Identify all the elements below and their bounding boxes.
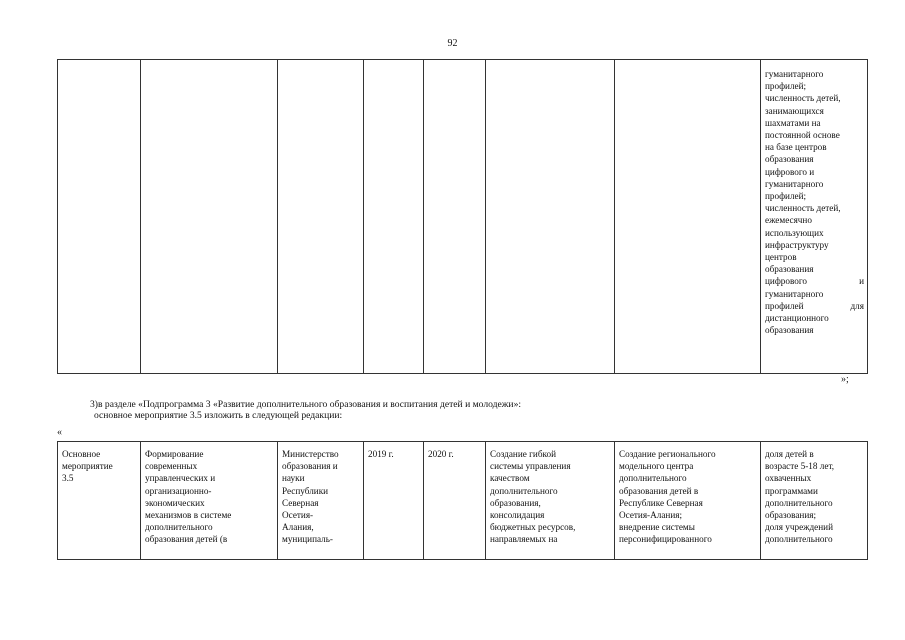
cell-line: управленческих и — [145, 473, 216, 484]
cell-line: профилей; — [765, 81, 807, 92]
cell-line: дополнительного — [619, 473, 687, 484]
cell-line: модельного центра — [619, 461, 694, 472]
cell-line: Создание регионального — [619, 449, 716, 459]
table-cell — [141, 60, 278, 374]
cell-line: внедрение системы — [619, 522, 695, 533]
cell-line: организационно- — [145, 485, 212, 496]
cell-line: гуманитарного — [765, 288, 824, 299]
cell-line: занимающихся — [765, 105, 824, 116]
table-cell — [364, 60, 424, 374]
cell-line: Осетия-Алания; — [619, 510, 683, 521]
cell-line: Формирование — [145, 449, 204, 459]
table-cell — [364, 442, 424, 560]
cell-word: профилей — [765, 300, 804, 311]
cell-line: Северная — [282, 497, 319, 508]
open-quote: « — [57, 427, 62, 438]
cell-line: постоянной основе — [765, 130, 840, 141]
cell-line: 3.5 — [62, 473, 74, 484]
table-cell — [58, 60, 141, 374]
cell-line: ежемесячно — [765, 215, 812, 226]
table-cell — [278, 60, 364, 374]
cell-line: науки — [282, 473, 305, 484]
cell-line: образования и — [282, 461, 338, 472]
table-cell — [424, 442, 486, 560]
cell-line: образования — [765, 264, 814, 275]
cell-line: численность детей, — [765, 93, 841, 104]
table-cell — [58, 442, 141, 560]
cell-line: использующих — [765, 227, 824, 238]
cell-line — [765, 275, 864, 287]
cell-line: дополнительного — [765, 497, 833, 508]
page-number: 92 — [447, 38, 458, 49]
cell-line: Министерство — [282, 449, 339, 459]
cell-line: охваченных — [765, 473, 812, 484]
close-quote: »; — [841, 374, 849, 385]
cell-line: механизмов в системе — [145, 510, 232, 521]
cell-line: Республики — [282, 485, 329, 496]
table-continuation — [57, 59, 868, 374]
cell-line: современных — [145, 461, 198, 472]
cell-line: системы управления — [490, 461, 571, 472]
cell-line: гуманитарного — [765, 69, 824, 79]
cell-line: Основное — [62, 449, 101, 459]
table-cell — [141, 442, 278, 560]
cell-line — [765, 300, 864, 312]
cell-line: персонифицированного — [619, 534, 712, 545]
table-main-activity — [57, 441, 868, 560]
table-cell — [761, 442, 868, 560]
cell-line: образования детей (в — [145, 534, 228, 545]
cell-line: программами — [765, 485, 818, 496]
table-cell — [615, 442, 761, 560]
cell-line: дополнительного — [490, 485, 558, 496]
cell-line: возрасте 5-18 лет, — [765, 461, 835, 472]
amendment-line: 3)в разделе «Подпрограмма 3 «Развитие дополнительного образования и воспитания детей и молодежи»: — [90, 399, 522, 410]
cell-line: бюджетных ресурсов, — [490, 522, 576, 533]
table-cell — [278, 442, 364, 560]
cell-line: образования; — [765, 510, 817, 521]
cell-line: доля детей в — [765, 449, 814, 459]
cell-line: на базе центров — [765, 142, 827, 153]
cell-line: образования — [765, 154, 814, 165]
cell-line: дополнительного — [765, 534, 833, 545]
cell-line: Республике Северная — [619, 497, 703, 508]
cell-line: образования детей в — [619, 485, 699, 496]
cell-line: 2020 г. — [428, 449, 454, 459]
indicators-cell — [761, 60, 868, 374]
cell-line: центров — [765, 252, 797, 263]
cell-line: цифрового и — [765, 166, 815, 177]
cell-line: численность детей, — [765, 203, 841, 214]
cell-line: экономических — [145, 497, 205, 508]
cell-word: и — [859, 276, 864, 287]
cell-line: 2019 г. — [368, 449, 394, 459]
cell-line: Алания, — [282, 522, 314, 533]
table-cell — [486, 442, 615, 560]
table-cell — [486, 60, 615, 374]
cell-line: образования, — [490, 497, 541, 508]
cell-line: мероприятие — [62, 461, 113, 472]
cell-line: доля учреждений — [765, 522, 833, 533]
amendment-line: основное мероприятие 3.5 изложить в следующей редакции: — [94, 409, 343, 421]
cell-line: направляемых на — [490, 534, 558, 545]
cell-line: консолидация — [490, 510, 545, 521]
cell-line: профилей; — [765, 191, 807, 202]
cell-line: дополнительного — [145, 522, 213, 533]
cell-line: дистанционного — [765, 313, 829, 324]
cell-word: для — [850, 300, 864, 311]
cell-word: цифрового — [765, 276, 807, 287]
amendment-text — [90, 400, 521, 421]
cell-line: муниципаль- — [282, 534, 333, 545]
table-cell — [615, 60, 761, 374]
cell-line: гуманитарного — [765, 178, 824, 189]
cell-line: Осетия- — [282, 510, 314, 521]
cell-line: образования — [765, 325, 814, 336]
cell-line: шахматами на — [765, 117, 821, 128]
cell-line: качеством — [490, 473, 530, 484]
table-cell — [424, 60, 486, 374]
cell-line: инфраструктуру — [765, 239, 829, 250]
cell-line: Создание гибкой — [490, 449, 557, 459]
